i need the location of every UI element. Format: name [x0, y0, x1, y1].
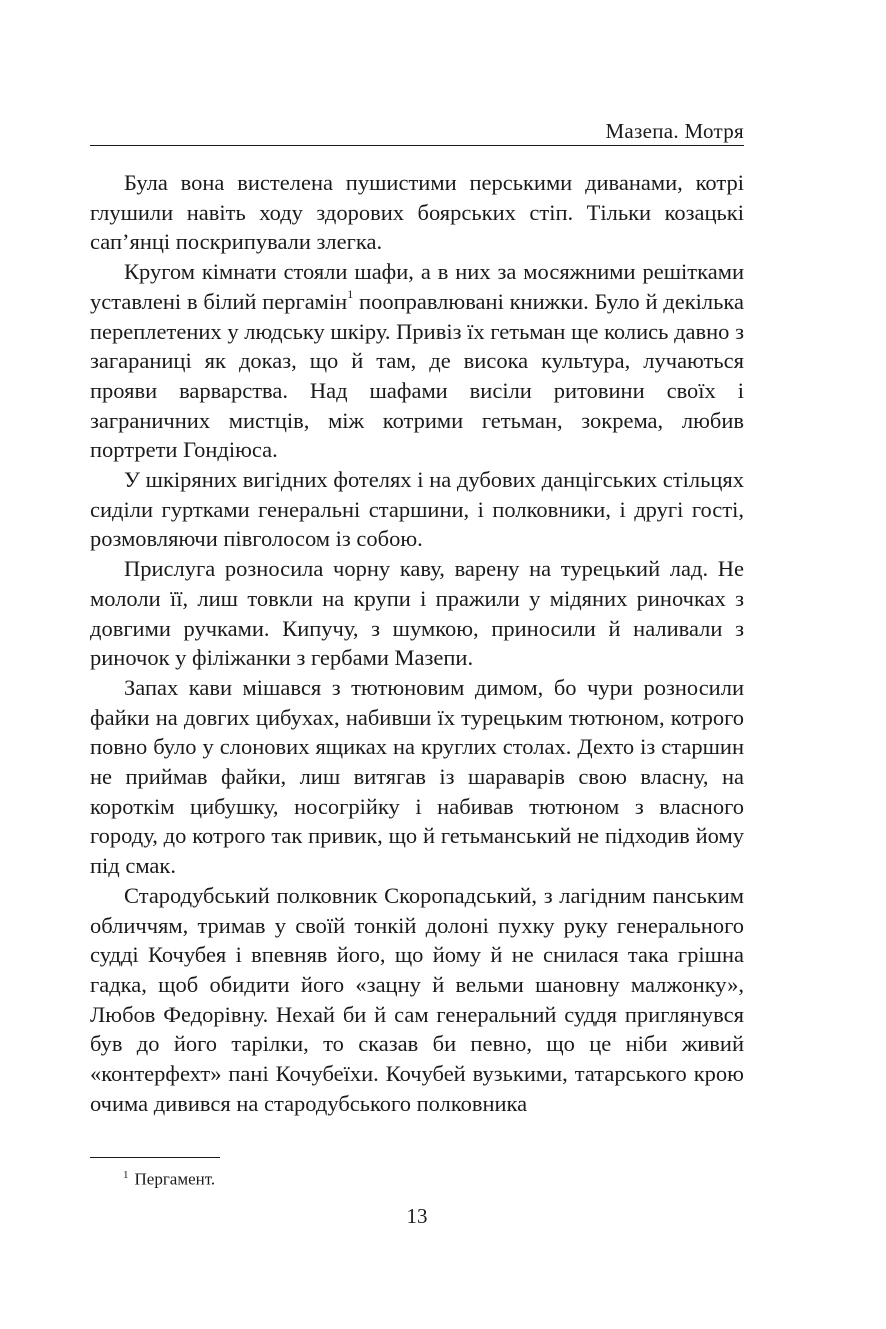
paragraph-2-part-1: Кругом кімнати стояли шафи, а в них за мосяжними решітками уставлені в білий пергамін	[90, 259, 744, 314]
paragraph-2	[90, 257, 744, 465]
footnote-text: Пергамент.	[134, 1169, 216, 1189]
paragraph-3: У шкіряних вигідних фотелях і на дубових данцігських стільцях сиділи гуртками генеральні старшини, і полковники, і другі гості, розмовляючи півголосом із собою.	[90, 467, 744, 552]
paragraph-2-part-2: поопрaвлювані книжки. Було й декілька переплетених у людську шкіру. Привіз їх гетьман ще колись давно з загараниці як доказ, що й там, де висока культура, лучаються прояви варварства. Над шафами висіли ритовини своїх і заграничних мистців, між котрими гетьман, зокрема, любив портрети Гондіюса.	[90, 288, 744, 463]
header-rule	[90, 145, 744, 146]
footnote-reference[interactable]: 1	[347, 287, 354, 302]
footnote-marker: 1	[123, 1169, 129, 1181]
footnote-rule	[90, 1157, 220, 1158]
running-head: Мазепа. Мотря	[605, 119, 744, 143]
footnote	[123, 1164, 215, 1191]
paragraph-5: Запах кави мішався з тютюновим димом, бо чури розносили файки на довгих цибухах, набивши їх турецьким тютюном, котрого повно було у слонових ящиках на круглих столах. Дехто із старшин не приймав файки, лиш витягав із шараварів свою власну, на короткім цибушку, носогрійку і набивав тютюном з власного городу, до котрого так привик, що й гетьманський не підходив йому під смак.	[90, 674, 744, 879]
paragraph-4: Прислуга розносила чорну каву, варену на турецький лад. Не мололи її, лиш товкли на крупи і пражили у мідяних риночках з довгими ручками. Кипучу, з шумкою, приносили й наливали з риночок у філіжанки з гербами Мазепи.	[90, 556, 744, 671]
paragraph-1: Була вона вистелена пушистими перськими диванами, котрі глушили навіть ходу здорових боярських стіп. Тільки козацькі сап’янці поскрипували злегка.	[90, 170, 744, 255]
body-text	[90, 168, 744, 1119]
page-number: 13	[406, 1204, 428, 1228]
paragraph-6: Стародубський полковник Скоропадський, з лагідним панським обличчям, тримав у своїй тонкій долоні пухку руку генерального судді Кочубея і впевняв його, що йому й не снилася така грішна гадка, щоб обидити його «зацну й вельми шановну малжонку», Любов Федорівну. Нехай би й сам генеральний суддя приглянувся був до його тарілки, то сказав би певно, що це ніби живий «контерфехт» пані Кочубеїхи. Кочубей вузькими, татарського крою очима дивився на стародубського полковника	[90, 882, 744, 1116]
